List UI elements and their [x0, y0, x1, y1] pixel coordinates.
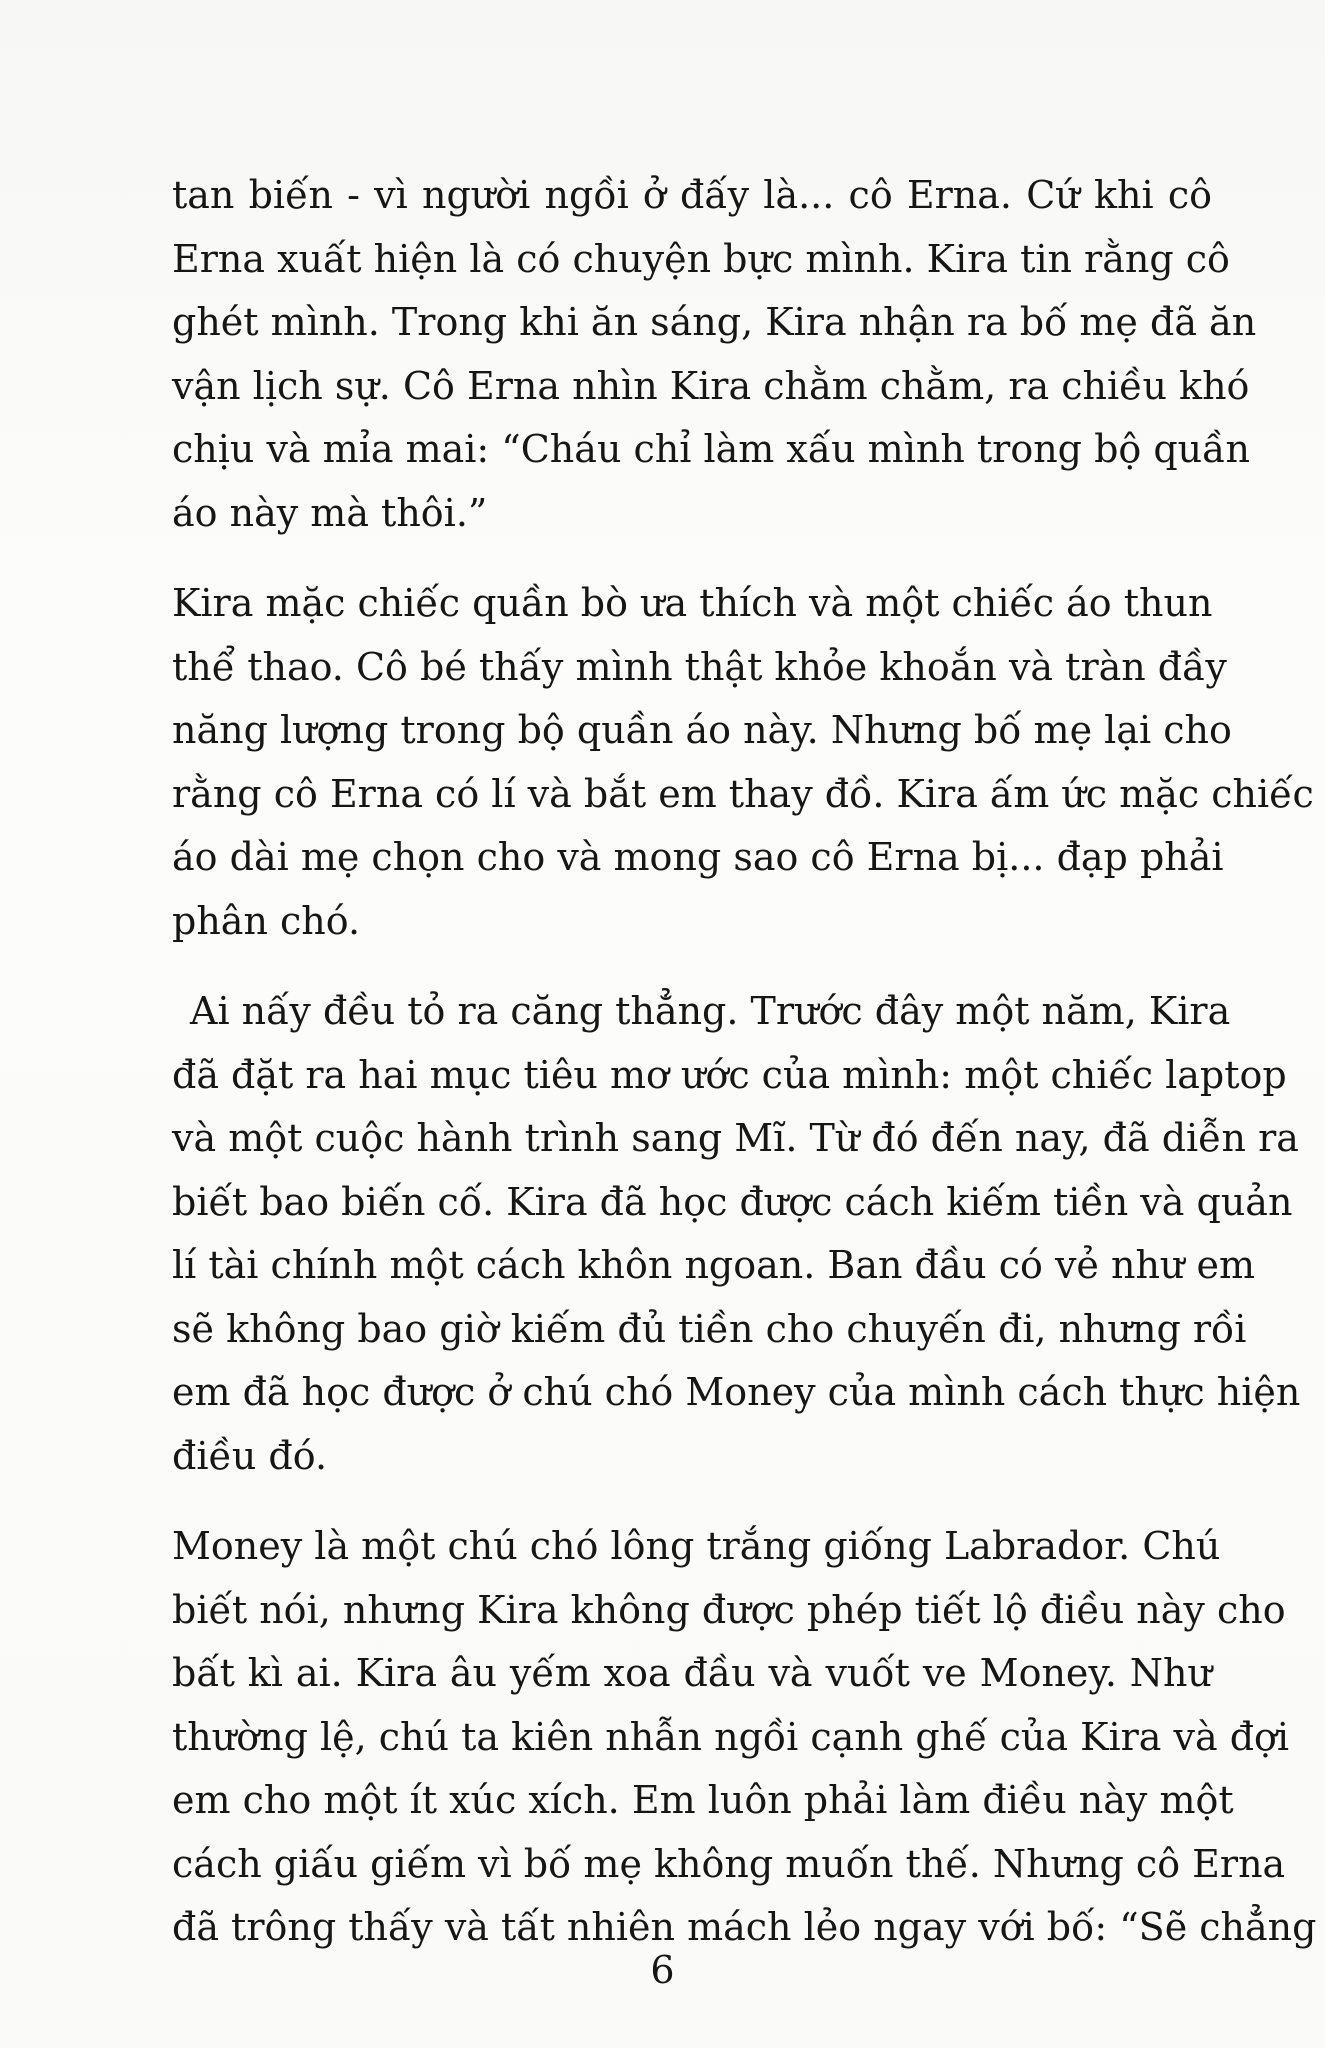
text-line: và một cuộc hành trình sang Mĩ. Từ đó đến nay, đã diễn ra: [172, 1116, 1299, 1160]
text-line: lí tài chính một cách khôn ngoan. Ban đầu có vẻ như em: [172, 1243, 1255, 1287]
text-line: đã đặt ra hai mục tiêu mơ ước của mình: một chiếc laptop: [172, 1052, 1287, 1097]
text-line: áo này mà thôi.”: [172, 490, 488, 535]
text-line: vận lịch sự. Cô Erna nhìn Kira chằm chằm, ra chiều khó: [172, 363, 1250, 408]
text-line: chịu và mỉa mai: “Cháu chỉ làm xấu mình trong bộ quần: [172, 427, 1250, 471]
text-line: rằng cô Erna có lí và bắt em thay đồ. Kira ấm ức mặc chiếc: [172, 771, 1314, 816]
text-line: áo dài mẹ chọn cho và mong sao cô Erna bị... đạp phải: [172, 835, 1224, 879]
paragraph-3: [172, 980, 1301, 1488]
paragraph-1: [172, 164, 1257, 545]
text-line: ghét mình. Trong khi ăn sáng, Kira nhận ra bố mẹ đã ăn: [172, 300, 1257, 344]
text-line: sẽ không bao giờ kiếm đủ tiền cho chuyến đi, nhưng rồi: [172, 1306, 1247, 1351]
text-line: đã trông thấy và tất nhiên mách lẻo ngay với bố: “Sẽ chẳng: [172, 1905, 1317, 1949]
text-line: Kira mặc chiếc quần bò ưa thích và một chiếc áo thun: [172, 581, 1213, 625]
text-line: biết bao biến cố. Kira đã học được cách kiếm tiền và quản: [172, 1179, 1293, 1224]
body-text: [172, 164, 1317, 1960]
text-line: em cho một ít xúc xích. Em luôn phải làm điều này một: [172, 1778, 1234, 1822]
text-line: em đã học được ở chú chó Money của mình cách thực hiện: [172, 1370, 1301, 1414]
text-line: biết nói, nhưng Kira không được phép tiết lộ điều này cho: [172, 1587, 1286, 1632]
text-line: năng lượng trong bộ quần áo này. Nhưng bố mẹ lại cho: [172, 708, 1232, 752]
text-line: Money là một chú chó lông trắng giống Labrador. Chú: [172, 1524, 1221, 1568]
text-line: điều đó.: [172, 1433, 328, 1478]
text-line: thể thao. Cô bé thấy mình thật khỏe khoắn và tràn đầy: [172, 644, 1227, 689]
text-line: phân chó.: [172, 898, 361, 943]
text-line: Erna xuất hiện là có chuyện bực mình. Kira tin rằng cô: [172, 236, 1230, 281]
text-line: bất kì ai. Kira âu yếm xoa đầu và vuốt ve Money. Như: [172, 1651, 1212, 1695]
text-line: Ai nấy đều tỏ ra căng thẳng. Trước đây một năm, Kira: [190, 989, 1231, 1033]
text-line: thường lệ, chú ta kiên nhẫn ngồi cạnh ghế của Kira và đợi: [172, 1714, 1290, 1759]
text-line: cách giấu giếm vì bố mẹ không muốn thế. Nhưng cô Erna: [172, 1841, 1286, 1886]
page-number: 6: [650, 1948, 675, 1992]
text-line: tan biến - vì người ngồi ở đấy là... cô Erna. Cứ khi cô: [172, 173, 1212, 217]
paragraph-4: [172, 1515, 1317, 1960]
paragraph-2: [172, 572, 1314, 953]
